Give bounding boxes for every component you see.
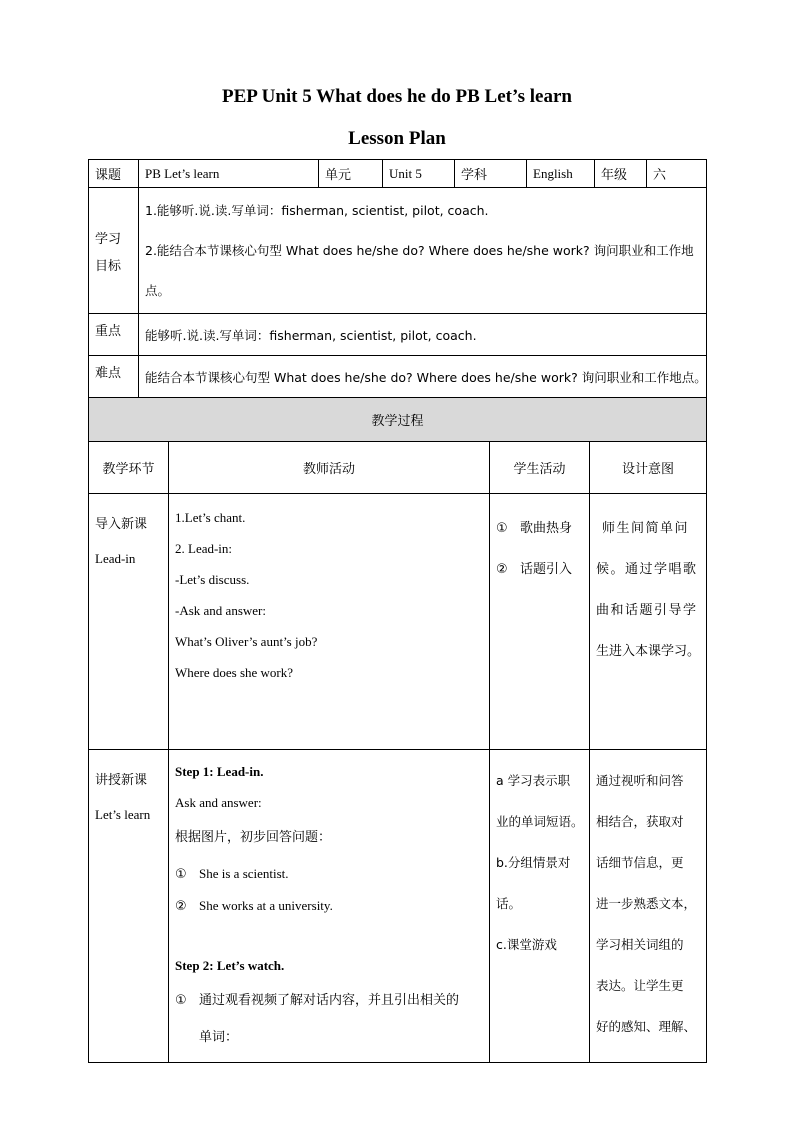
step-item	[175, 890, 483, 922]
process-heading: 教学过程	[89, 398, 707, 442]
col-stage-header: 教学环节	[89, 442, 169, 494]
student-line: a 学习表示职	[496, 773, 571, 788]
table-row	[89, 750, 707, 1063]
subject-value: English	[527, 160, 595, 188]
goals-content	[139, 188, 707, 314]
stage-cell	[89, 494, 169, 750]
unit-value: Unit 5	[383, 160, 455, 188]
stage-en: Let’s learn	[95, 807, 151, 822]
key-label: 重点	[89, 314, 139, 356]
design-line: 表达。让学生更	[596, 978, 684, 993]
teacher-line: 根据图片，初步回答问题：	[175, 830, 332, 845]
grade-value: 六	[647, 160, 707, 188]
difficult-value: 能结合本节课核心句型 What does he/she do? Where does he/she work? 询问职业和工作地点。	[139, 356, 707, 398]
goals-label-line-2: 目标	[95, 258, 122, 274]
goal-2-continued: 点。	[145, 282, 171, 298]
student-line: c.课堂游戏	[496, 937, 557, 952]
teacher-line: What’s Oliver’s aunt’s job?	[175, 634, 318, 649]
student-line: 话。	[496, 896, 522, 911]
item-number: ①	[175, 867, 187, 882]
step-item	[175, 981, 483, 1021]
student-cell	[490, 750, 590, 1063]
teacher-line: 1.Let’s chant.	[175, 510, 246, 525]
design-line: 生进入本课学习。	[596, 644, 701, 659]
step-1-title: Step 1: Lead-in.	[175, 764, 264, 779]
step-item-continued: 单词：	[199, 1030, 239, 1045]
design-cell	[590, 494, 707, 750]
design-line: 进一步熟悉文本，	[596, 896, 697, 911]
design-line: 师生间简单问	[602, 521, 690, 536]
topic-label: 课题	[89, 160, 139, 188]
student-item-text: 话题引入	[520, 562, 573, 577]
difficult-label: 难点	[89, 356, 139, 398]
design-line: 好的感知、理解、	[596, 1019, 697, 1034]
step-item-text: She works at a university.	[199, 898, 333, 913]
step-item	[175, 858, 483, 890]
student-item	[496, 549, 583, 590]
teacher-line: -Let’s discuss.	[175, 572, 250, 587]
step-item-text: She is a scientist.	[199, 866, 289, 881]
col-teacher-header: 教师活动	[169, 442, 490, 494]
step-item-text: 通过观看视频了解对话内容，并且引出相关的	[199, 993, 460, 1008]
teacher-cell	[169, 750, 490, 1063]
design-line: 学习相关词组的	[596, 937, 684, 952]
col-design-header: 设计意图	[590, 442, 707, 494]
item-number: ②	[175, 899, 187, 914]
design-cell	[590, 750, 707, 1063]
topic-value: PB Let’s learn	[139, 160, 319, 188]
step-2-title: Step 2: Let’s watch.	[175, 958, 285, 973]
design-line: 候。通过学唱歌	[596, 562, 698, 577]
teacher-line: Where does she work?	[175, 665, 294, 680]
student-line: b.分组情景对	[496, 855, 571, 870]
teacher-cell	[169, 494, 490, 750]
stage-cell	[89, 750, 169, 1063]
teacher-line: Ask and answer:	[175, 795, 262, 810]
goal-2: 2.能结合本节课核心句型 What does he/she do? Where does he/she work? 询问职业和工作地	[145, 242, 694, 258]
item-number: ①	[175, 993, 187, 1008]
document-subtitle: Lesson Plan	[348, 128, 446, 149]
design-line: 话细节信息，更	[596, 855, 684, 870]
goals-label-line-1: 学习	[95, 231, 122, 247]
col-student-header: 学生活动	[490, 442, 590, 494]
teacher-line: -Ask and answer:	[175, 603, 266, 618]
unit-label: 单元	[319, 160, 383, 188]
key-value: 能够听.说.读.写单词：fisherman, scientist, pilot, coach.	[139, 314, 707, 356]
teacher-line: 2. Lead-in:	[175, 541, 233, 556]
subject-label: 学科	[455, 160, 527, 188]
item-number: ①	[496, 521, 508, 536]
student-cell	[490, 494, 590, 750]
item-number: ②	[496, 562, 508, 577]
goal-1: 1.能够听.说.读.写单词：fisherman, scientist, pilot, coach.	[145, 202, 489, 218]
goals-label	[89, 188, 139, 314]
lesson-info-table	[88, 159, 707, 398]
stage-cn: 导入新课	[95, 517, 148, 532]
stage-en: Lead-in	[95, 551, 136, 566]
design-line: 曲和话题引导学	[596, 603, 698, 618]
student-line: 业的单词短语。	[496, 814, 584, 829]
teaching-process-table	[88, 397, 707, 1063]
design-line: 通过视听和问答	[596, 773, 684, 788]
grade-label: 年级	[595, 160, 647, 188]
student-item	[496, 508, 583, 549]
table-row	[89, 494, 707, 750]
stage-cn: 讲授新课	[95, 773, 148, 788]
student-item-text: 歌曲热身	[520, 521, 573, 536]
design-line: 相结合，获取对	[596, 814, 684, 829]
document-title: PEP Unit 5 What does he do PB Let’s learn	[222, 86, 572, 107]
